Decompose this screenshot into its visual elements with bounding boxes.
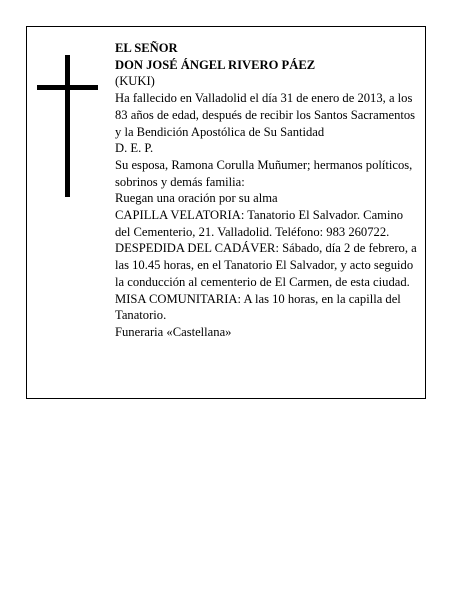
cross-vertical-bar	[65, 55, 70, 197]
cross-horizontal-bar	[37, 85, 98, 90]
family-line: Su esposa, Ramona Corulla Muñumer; hermanos políticos, sobrinos y demás familia:	[115, 157, 413, 189]
death-announcement: Ha fallecido en Valladolid el día 31 de enero de 2013, a los 83 años de edad, después de recibir los Santos Sacramentos y la Bendición Apostólica de Su Santidad	[115, 91, 416, 139]
notice-text	[115, 40, 421, 341]
notice-heading: EL SEÑOR	[115, 41, 178, 55]
chapel-info: CAPILLA VELATORIA: Tanatorio El Salvador. Camino del Cementerio, 21. Valladolid. Teléfono: 983 260722.	[115, 208, 404, 239]
prayer-request: Ruegan una oración por su alma	[115, 191, 278, 206]
deceased-name: DON JOSÉ ÁNGEL RIVERO PÁEZ	[115, 57, 316, 72]
mass-info: MISA COMUNITARIA: A las 10 horas, en la capilla del Tanatorio.	[115, 291, 401, 323]
funeral-home: Funeraria «Castellana»	[115, 324, 232, 339]
obituary-notice	[26, 26, 426, 399]
rip-line: D. E. P.	[115, 141, 154, 156]
farewell-info: DESPEDIDA DEL CADÁVER: Sábado, día 2 de febrero, a las 10.45 horas, en el Tanatorio El Salvador, y acto seguido la conducción al cementerio de El Carmen, de esta ciudad.	[115, 241, 417, 289]
deceased-nickname: (KUKI)	[115, 74, 155, 89]
